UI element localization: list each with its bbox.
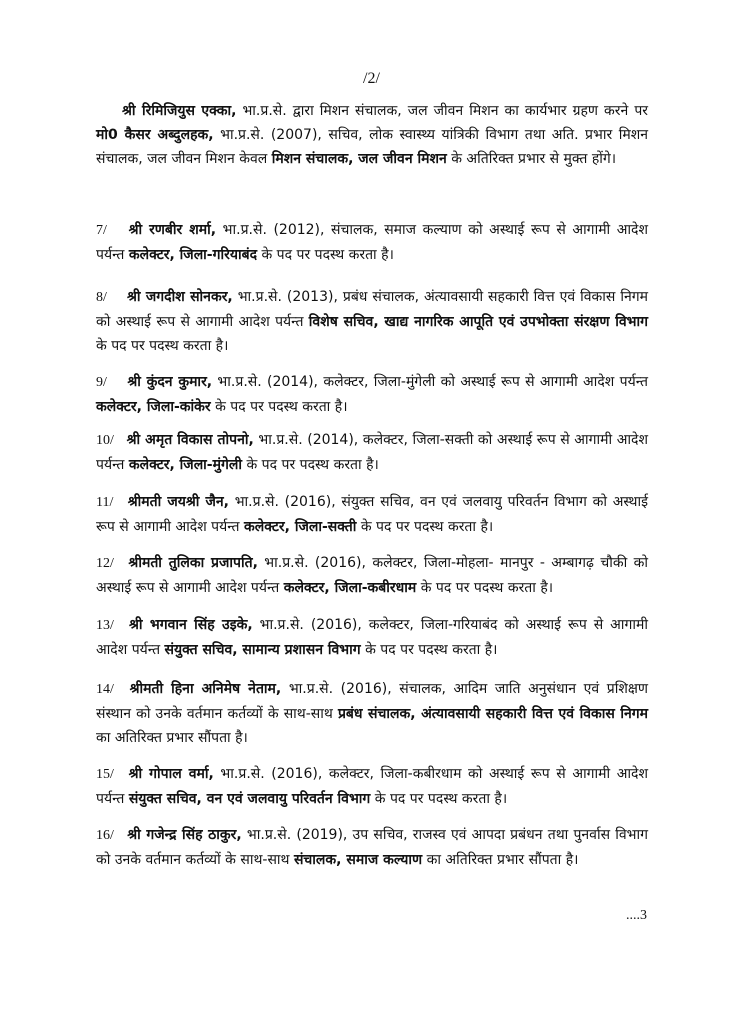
- paragraph-text: भा.प्र.से. (2016), कलेक्टर, जिला-कबीरधाम को अस्थाई रूप से आगामी आदेश पर्यन्त: [96, 766, 649, 807]
- item-number: 12/: [96, 556, 114, 571]
- order-item-10: [96, 428, 648, 477]
- paragraph-text: के पद पर पदस्थ करता है।: [370, 791, 508, 807]
- posting-title: कलेक्टर, जिला-कबीरधाम: [283, 580, 417, 596]
- order-item-8: [96, 285, 648, 358]
- order-item-9: [96, 370, 648, 419]
- continuation-marker: ....3: [626, 908, 647, 923]
- paragraph-text: का अतिरिक्त प्रभार सौंपता है।: [422, 852, 579, 868]
- officer-name: श्री रिमिजियुस एक्का,: [122, 103, 237, 119]
- paragraph-text: के पद पर पदस्थ करता है।: [360, 642, 498, 658]
- item-number: 15/: [96, 767, 114, 782]
- paragraph-text: के पद पर पदस्थ करता है।: [416, 580, 554, 596]
- paragraph-text: भा.प्र.से. (2016), कलेक्टर, जिला-मोहला- मानपुर - अम्बागढ़ चौकी को अस्थाई रूप से आगामी आदेश पर्यन्त: [96, 555, 648, 596]
- item-number: 10/: [96, 433, 114, 448]
- officer-name: श्री गोपाल वर्मा,: [128, 766, 214, 782]
- officer-name: श्री अमृत विकास तोपनो,: [126, 432, 254, 448]
- paragraph-text: के पद पर पदस्थ करता है।: [257, 247, 394, 263]
- paragraph-text: भा.प्र.से. (2016), संयुक्त सचिव, वन एवं जलवायु परिवर्तन विभाग को अस्थाई रूप से आगामी आदेश पर्यन्त: [96, 494, 648, 535]
- paragraph-text: भा.प्र.से. (2016), संचालक, आदिम जाति अनुसंधान एवं प्रशिक्षण संस्थान को उनके वर्तमान कर्तव्यों के साथ-साथ: [96, 681, 649, 722]
- order-item-12: [96, 551, 648, 600]
- posting-title: कलेक्टर, जिला-गरियाबंद: [128, 247, 258, 263]
- posting-title: कलेक्टर, जिला-कांकेर: [96, 399, 211, 415]
- intro-paragraph: [96, 99, 648, 171]
- paragraph-text: भा.प्र.से. द्वारा मिशन संचालक, जल जीवन मिशन का कार्यभार ग्रहण करने पर: [236, 103, 648, 119]
- item-number: 14/: [96, 682, 114, 697]
- posting-title: प्रबंध संचालक, अंत्यावसायी सहकारी वित्त एवं विकास निगम: [337, 706, 648, 722]
- item-number: 7/: [96, 223, 107, 238]
- paragraph-text: भा.प्र.से. (2016), कलेक्टर, जिला-गरियाबंद को अस्थाई रूप से आगामी आदेश पर्यन्त: [96, 617, 648, 658]
- paragraph-text: भा.प्र.से. (2012), संचालक, समाज कल्याण को अस्थाई रूप से आगामी आदेश पर्यन्त: [96, 222, 648, 263]
- paragraph-text: भा.प्र.से. (2019), उप सचिव, राजस्व एवं आपदा प्रबंधन तथा पुनर्वास विभाग को उनके वर्तमान कर्तव्यों के साथ-साथ: [96, 827, 649, 868]
- posting-title: विशेष सचिव, खाद्य नागरिक आपूति एवं उपभोक्ता संरक्षण विभाग: [308, 314, 648, 330]
- order-item-7: [96, 218, 648, 267]
- officer-name: श्री कुंदन कुमार,: [127, 374, 213, 390]
- posting-title: मिशन संचालक, जल जीवन मिशन: [271, 151, 447, 167]
- order-item-14: [96, 677, 648, 750]
- posting-title: कलेक्टर, जिला-सक्ती: [244, 519, 357, 535]
- officer-name: श्रीमती तुलिका प्रजापति,: [128, 555, 258, 571]
- page-number: /2/: [363, 70, 380, 87]
- item-number: 11/: [96, 495, 114, 510]
- officer-name: मो0 कैसर अब्दुलहक,: [96, 127, 214, 143]
- paragraph-text: भा.प्र.से. (2013), प्रबंध संचालक, अंत्यावसायी सहकारी वित्त एवं विकास निगम को अस्थाई रूप से आगामी आदेश पर्यन्त: [96, 289, 648, 330]
- item-number: 9/: [96, 375, 107, 390]
- officer-name: श्री गजेन्द्र सिंह ठाकुर,: [127, 827, 242, 843]
- item-number: 13/: [96, 618, 114, 633]
- item-number: 16/: [96, 828, 114, 843]
- posting-title: संयुक्त सचिव, सामान्य प्रशासन विभाग: [164, 642, 361, 658]
- paragraph-text: के पद पर पदस्थ करता है।: [242, 457, 379, 473]
- paragraph-text: भा.प्र.से. (2014), कलेक्टर, जिला-मुंगेली को अस्थाई रूप से आगामी आदेश पर्यन्त: [212, 374, 648, 390]
- paragraph-text: के पद पर पदस्थ करता है।: [96, 338, 229, 354]
- paragraph-text: के पद पर पदस्थ करता है।: [356, 519, 494, 535]
- order-item-16: [96, 823, 648, 872]
- officer-name: श्री जगदीश सोनकर,: [126, 289, 233, 305]
- order-item-15: [96, 762, 648, 811]
- posting-title: संयुक्त सचिव, वन एवं जलवायु परिवर्तन विभाग: [128, 791, 371, 807]
- officer-name: श्रीमती जयश्री जैन,: [127, 494, 229, 510]
- paragraph-text: के अतिरिक्त प्रभार से मुक्त होंगे।: [446, 151, 617, 167]
- officer-name: श्री रणबीर शर्मा,: [128, 222, 217, 238]
- order-item-13: [96, 613, 648, 662]
- paragraph-text: भा.प्र.से. (2007), सचिव, लोक स्वास्थ्य यांत्रिकी विभाग तथा अति. प्रभार मिशन संचालक, जल जीवन मिशन केवल: [96, 127, 648, 167]
- posting-title: कलेक्टर, जिला-मुंगेली: [128, 457, 242, 473]
- paragraph-text: भा.प्र.से. (2014), कलेक्टर, जिला-सक्ती को अस्थाई रूप से आगामी आदेश पर्यन्त: [96, 432, 648, 473]
- officer-name: श्री भगवान सिंह उइके,: [128, 617, 253, 633]
- item-number: 8/: [96, 290, 107, 305]
- officer-name: श्रीमती हिना अनिमेष नेताम,: [129, 681, 282, 697]
- paragraph-text: के पद पर पदस्थ करता है।: [210, 399, 348, 415]
- order-item-11: [96, 490, 648, 539]
- paragraph-text: का अतिरिक्त प्रभार सौंपता है।: [96, 730, 248, 746]
- posting-title: संचालक, समाज कल्याण: [293, 852, 423, 868]
